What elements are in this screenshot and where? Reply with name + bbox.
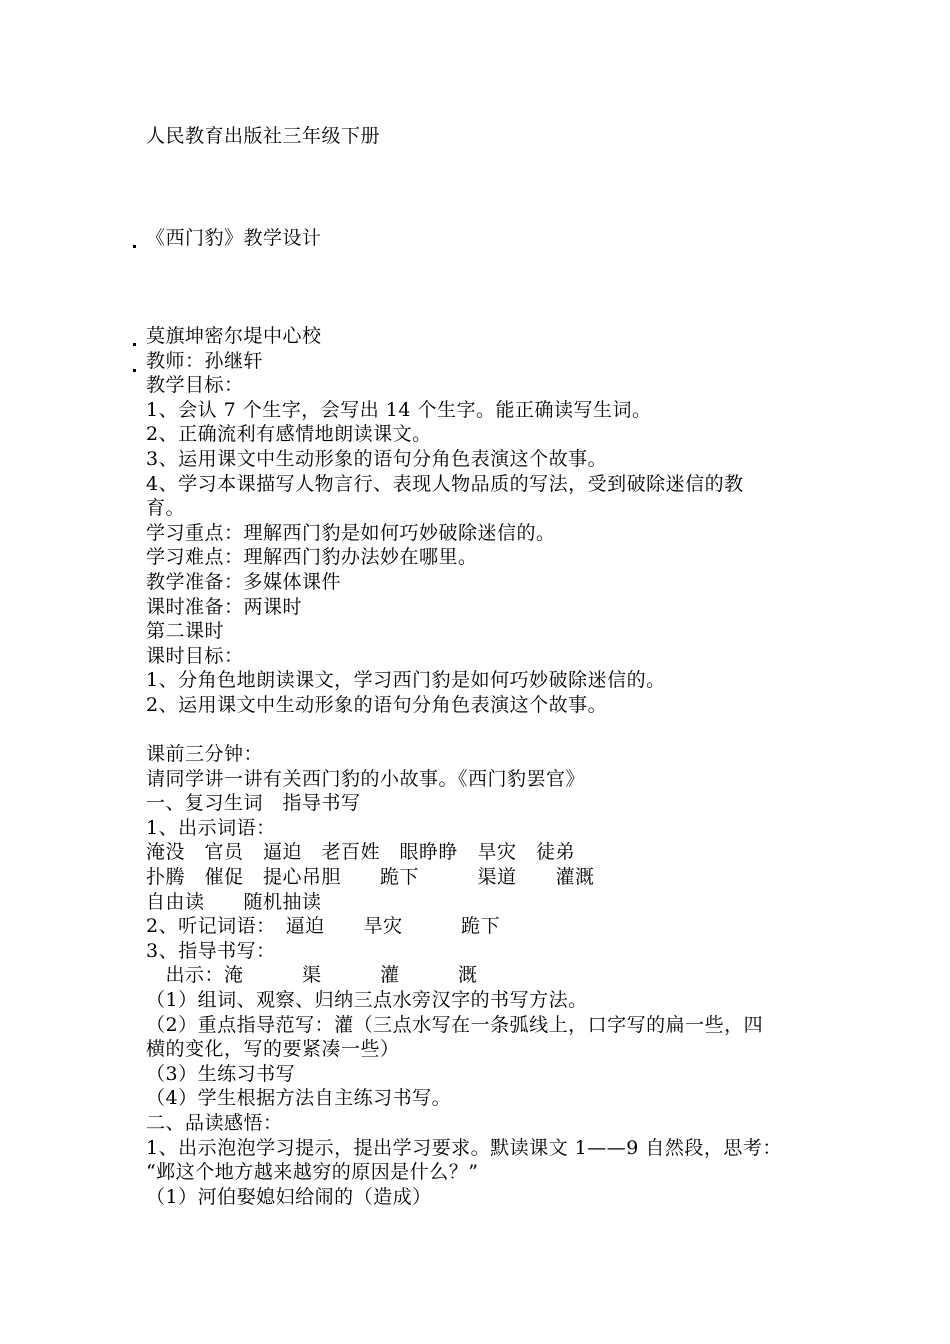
sub-item: （3）生练习书写	[146, 1062, 296, 1085]
teaching-preparation: 教学准备：多媒体课件	[146, 570, 342, 593]
bullet-dot	[133, 343, 136, 346]
step-item: 1、出示泡泡学习提示，提出学习要求。默读课文 1——9 自然段，思考：	[146, 1136, 782, 1159]
blank-line	[146, 718, 816, 743]
teacher-name: 教师：孙继轩	[146, 349, 264, 372]
sub-item: （1）组词、观察、归纳三点水旁汉字的书写方法。	[146, 989, 588, 1012]
writing-characters: 出示：淹 渠 灌 溉	[146, 964, 478, 987]
key-difficulty: 学习难点：理解西门豹办法妙在哪里。	[146, 546, 478, 569]
document-body	[146, 324, 816, 1209]
goal-item: 3、运用课文中生动形象的语句分角色表演这个故事。	[146, 447, 608, 470]
section-heading: 二、品读感悟：	[146, 1112, 283, 1134]
key-focus: 学习重点：理解西门豹是如何巧妙破除迷信的。	[146, 521, 556, 544]
goal-item-continued: 育。	[146, 497, 186, 520]
step-item: 3、指导书写：	[146, 939, 276, 962]
bullet-dot	[133, 245, 136, 248]
lesson-goal-item: 1、分角色地朗读课文，学习西门豹是如何巧妙破除迷信的。	[146, 669, 666, 692]
goal-item: 2、正确流利有感情地朗读课文。	[146, 423, 432, 446]
sub-item: （1）河伯娶媳妇给闹的（造成）	[146, 1185, 432, 1208]
word-row: 淹没 官员 逼迫 老百姓 眼睁睁 旱灾 徒弟	[146, 841, 576, 864]
section-heading: 一、复习生词 指导书写	[146, 792, 361, 815]
publisher-line: 人民教育出版社三年级下册	[146, 125, 381, 147]
goal-item: 1、会认 7 个生字，会写出 14 个生字。能正确读写生词。	[146, 398, 652, 421]
step-item-continued: “邺这个地方越来越穷的原因是什么？”	[146, 1161, 479, 1184]
sub-item-continued: 横的变化，写的要紧凑一些）	[146, 1038, 400, 1061]
step-item: 2、听记词语： 逼迫 旱灾 跪下	[146, 915, 501, 938]
lesson-heading: 第二课时	[146, 620, 225, 643]
bullet-dot	[133, 369, 136, 372]
class-hours: 课时准备：两课时	[146, 595, 303, 618]
lesson-goal-item: 2、运用课文中生动形象的语句分角色表演这个故事。	[146, 693, 608, 716]
step-item: 1、出示词语：	[146, 816, 276, 839]
page-title: 《西门豹》教学设计	[146, 227, 322, 249]
school-name: 莫旗坤密尔堤中心校	[146, 325, 322, 347]
goals-label: 教学目标：	[146, 374, 244, 397]
sub-item: （2）重点指导范写：灌（三点水写在一条弧线上，口字写的扁一些，四	[146, 1013, 764, 1036]
goal-item: 4、学习本课描写人物言行、表现人物品质的写法，受到破除迷信的教	[146, 472, 744, 495]
word-row: 扑腾 催促 提心吊胆 跪下 渠道 灌溉	[146, 866, 595, 889]
lesson-goals-label: 课时目标：	[146, 644, 244, 667]
word-row: 自由读 随机抽读	[146, 890, 322, 913]
pre-class-label: 课前三分钟：	[146, 743, 264, 766]
sub-item: （4）学生根据方法自主练习书写。	[146, 1087, 452, 1110]
pre-class-content: 请同学讲一讲有关西门豹的小故事。《西门豹罢官》	[146, 767, 586, 790]
